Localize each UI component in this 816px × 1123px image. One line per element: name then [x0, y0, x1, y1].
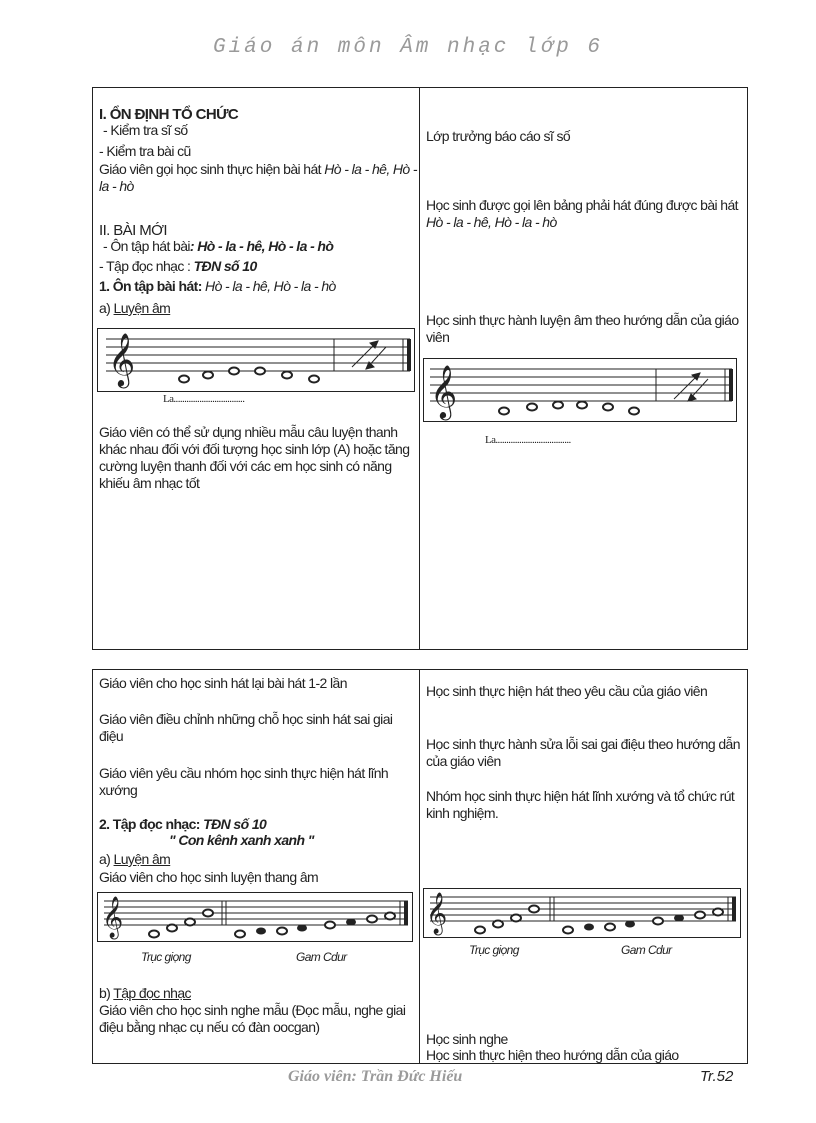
item2-name: TĐN số 10 [203, 816, 267, 832]
adjust-melody: Giáo viên điều chỉnh những chỗ học sinh hát sai giai điệu [99, 711, 393, 744]
column-divider [419, 670, 420, 1063]
item1-song: Hò - la - hê, Hò - la - hò [201, 278, 336, 294]
column-divider [419, 88, 420, 649]
staff-lyric-la-left: La................................. [163, 393, 245, 405]
fix-paragraph: Học sinh thực hành sửa lỗi sai gai điệu theo hướng dẫn của giáo viên [426, 736, 740, 769]
sub-b-label: Tập đọc nhạc [113, 985, 191, 1001]
student-called-paragraph [426, 197, 744, 231]
scale-practice: Giáo viên cho học sinh luyện thang âm [99, 869, 319, 885]
staff-scale-svg-left [98, 893, 414, 943]
teacher-note-paragraph: Giáo viên có thể sử dụng nhiều mẫu câu luyện thanh khác nhau đối với đối tượng học sinh lớp (A) hoặc tăng cường luyện thanh đối với các em học sinh có năng khiếu âm nhạc tốt [99, 424, 410, 491]
item2-label: 2. Tập đọc nhạc: [99, 816, 204, 832]
student-called-text: Học sinh được gọi lên bảng phải hát đúng được bài hát [426, 197, 738, 213]
check-attendance: - Kiểm tra sĩ số [103, 122, 188, 138]
student-called-song: Hò - la - hê, Hò - la - hò [426, 214, 557, 230]
sight-name: TĐN số 10 [193, 258, 257, 274]
sight-text: - Tập đọc nhạc : [99, 258, 194, 274]
student-listen: Học sinh nghe [426, 1031, 508, 1047]
monitor-report: Lớp trưởng báo cáo sĩ số [426, 128, 571, 144]
music-staff-scale-right [423, 888, 741, 938]
item1-label: 1. Ôn tập bài hát: [99, 278, 202, 294]
lesson-table-2 [92, 669, 748, 1064]
sub-b-line [99, 985, 191, 1001]
svg-text:𝄞: 𝄞 [426, 893, 448, 934]
svg-text:𝄞: 𝄞 [102, 897, 124, 938]
lesson-table-1 [92, 87, 748, 650]
staff-vocal-svg-right [424, 359, 738, 423]
sing-again: Giáo viên cho học sinh hát lại bài hát 1-2 lần [99, 675, 347, 691]
section-heading-new-lesson: II. BÀI MỚI [99, 222, 167, 239]
teacher-call-paragraph [99, 161, 417, 195]
review-text: - Ôn tập hát bài [103, 238, 190, 254]
sub-a-line-2 [99, 851, 170, 867]
teacher-call-song: Hò - la - hê, Hò - la - hò [99, 161, 417, 194]
group-solo: Giáo viên yêu cầu nhóm học sinh thực hiện hát lĩnh xướng [99, 765, 389, 798]
music-staff-vocal-right [423, 358, 737, 422]
svg-text:𝄞: 𝄞 [108, 332, 136, 386]
listen-paragraph: Giáo viên cho học sinh nghe mẫu (Đọc mẫu, nghe giai điệu bằng nhạc cụ nếu có đàn oocgan) [99, 1002, 406, 1035]
group-exp-paragraph: Nhóm học sinh thực hiện hát lĩnh xướng và tổ chức rút kinh nghiệm. [426, 788, 735, 821]
page-header: Giáo án môn Âm nhạc lớp 6 [212, 36, 604, 59]
staff-lyric-la-right: La................................... [485, 434, 571, 446]
label-tuning-left: Trục giọng [141, 950, 191, 964]
sub-a-prefix: a) [99, 300, 114, 316]
section-heading-organize: I. ỔN ĐỊNH TỔ CHỨC [99, 106, 239, 123]
teacher-call-text: Giáo viên gọi học sinh thực hiện bài hát [99, 161, 325, 177]
sub-b-prefix: b) [99, 985, 114, 1001]
item2-line [99, 816, 266, 832]
check-old-lesson: - Kiểm tra bài cũ [99, 143, 191, 159]
sub-a-label-2: Luyện âm [113, 851, 171, 867]
perform-paragraph: Học sinh thực hiện hát theo yêu cầu của giáo viên [426, 683, 708, 699]
item1-line [99, 278, 336, 294]
footer-teacher: Giáo viên: Trần Đức Hiếu [288, 1068, 463, 1085]
staff-vocal-svg-left [98, 329, 416, 393]
label-scale-right: Gam Cdur [621, 943, 672, 957]
item2-song-title: " Con kênh xanh xanh " [169, 832, 314, 848]
review-song: : Hò - la - hê, Hò - la - hò [189, 238, 334, 254]
student-follow: Học sinh thực hiện theo hướng dẫn của giáo [426, 1047, 679, 1063]
practice-paragraph: Học sinh thực hành luyện âm theo hướng dẫn của giáo viên [426, 312, 739, 345]
svg-text:𝄞: 𝄞 [430, 364, 458, 418]
review-song-line [103, 238, 333, 254]
sight-reading-line [99, 258, 257, 274]
page-number: Tr.52 [700, 1068, 734, 1085]
label-scale-left: Gam Cdur [296, 950, 347, 964]
music-staff-scale-left [97, 892, 413, 942]
sub-a-label: Luyện âm [113, 300, 171, 316]
sub-a-line [99, 300, 170, 316]
staff-scale-svg-right [424, 889, 742, 939]
sub-a-prefix-2: a) [99, 851, 114, 867]
label-tuning-right: Trục giọng [469, 943, 519, 957]
music-staff-vocal-left [97, 328, 415, 392]
